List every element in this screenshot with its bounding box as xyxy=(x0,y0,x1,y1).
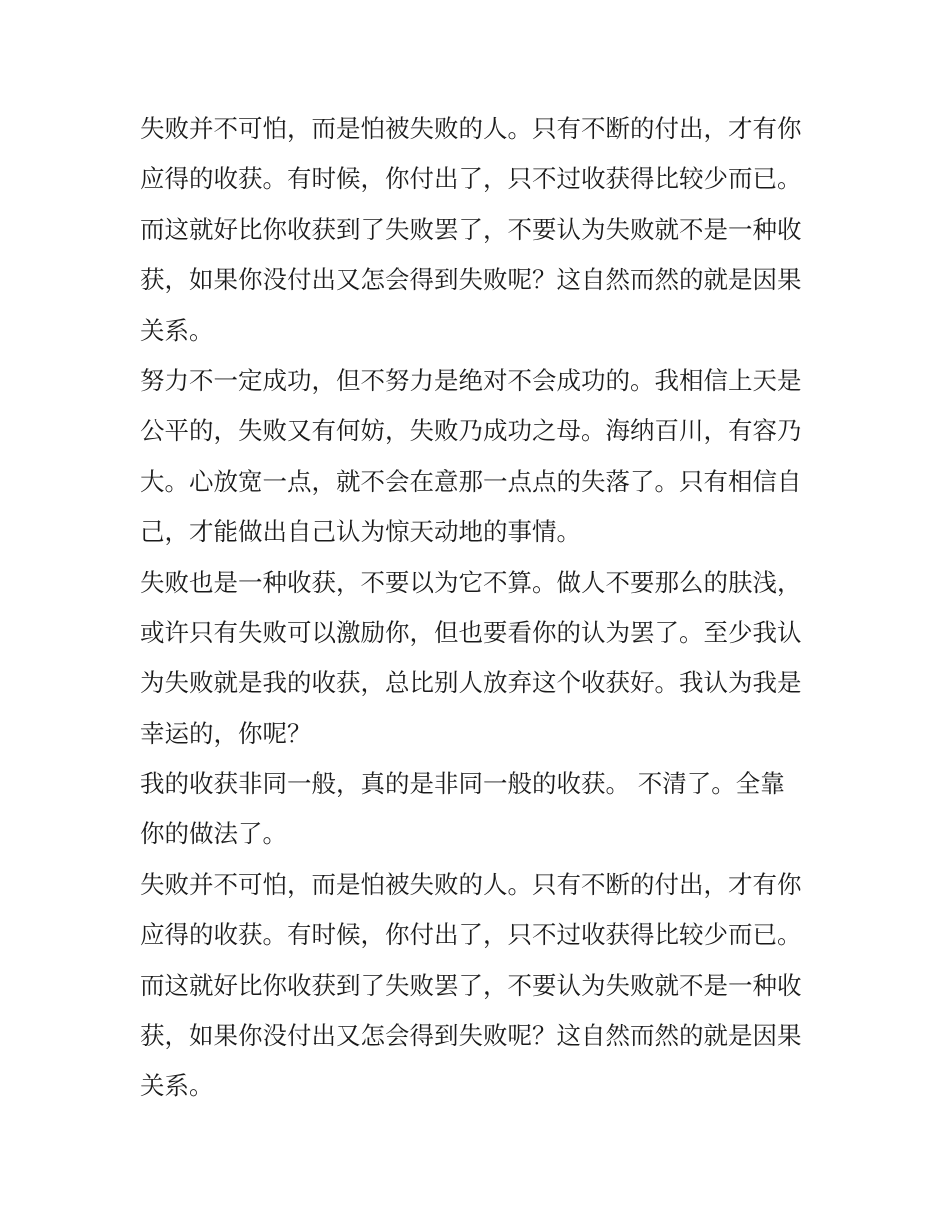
paragraph-1 xyxy=(140,104,816,356)
text-line: 获，如果你没付出又怎会得到失败呢？这自然而然的就是因果 xyxy=(140,265,802,295)
text-line: 而这就好比你收获到了失败罢了，不要认为失败就不是一种收 xyxy=(140,214,802,244)
text-line: 应得的收获。有时候，你付出了，只不过收获得比较少而已。 xyxy=(140,920,802,950)
text-line: 关系。 xyxy=(140,315,214,345)
text-line: 失败也是一种收获，不要以为它不算。做人不要那么的肤浅， xyxy=(140,567,802,597)
text-line: 而这就好比你收获到了失败罢了，不要认为失败就不是一种收 xyxy=(140,970,802,1000)
text-line: 大。心放宽一点，就不会在意那一点点的失落了。只有相信自 xyxy=(140,466,802,496)
text-line: 失败并不可怕，而是怕被失败的人。只有不断的付出，才有你 xyxy=(140,114,802,143)
paragraph-3 xyxy=(140,558,816,760)
text-line: 我的收获非同一般，真的是非同一般的收获。 不清了。全靠 xyxy=(140,769,785,799)
paragraph-5 xyxy=(140,860,816,1112)
text-line: 获，如果你没付出又怎会得到失败呢？这自然而然的就是因果 xyxy=(140,1021,802,1051)
paragraph-2 xyxy=(140,356,816,558)
document-body xyxy=(140,104,816,1112)
text-line: 己，才能做出自己认为惊天动地的事情。 xyxy=(140,517,581,547)
text-line: 你的做法了。 xyxy=(140,819,287,849)
text-line: 努力不一定成功，但不努力是绝对不会成功的。我相信上天是 xyxy=(140,365,802,395)
text-line: 或许只有失败可以激励你，但也要看你的认为罢了。至少我认 xyxy=(140,617,802,647)
text-line: 失败并不可怕，而是怕被失败的人。只有不断的付出，才有你 xyxy=(140,869,802,899)
text-line: 关系。 xyxy=(140,1071,214,1101)
text-line: 幸运的，你呢？ xyxy=(140,718,312,748)
text-line: 为失败就是我的收获，总比别人放弃这个收获好。我认为我是 xyxy=(140,668,802,698)
text-line: 公平的，失败又有何妨，失败乃成功之母。海纳百川，有容乃 xyxy=(140,416,802,446)
text-line: 应得的收获。有时候，你付出了，只不过收获得比较少而已。 xyxy=(140,164,802,194)
paragraph-4 xyxy=(140,759,816,860)
